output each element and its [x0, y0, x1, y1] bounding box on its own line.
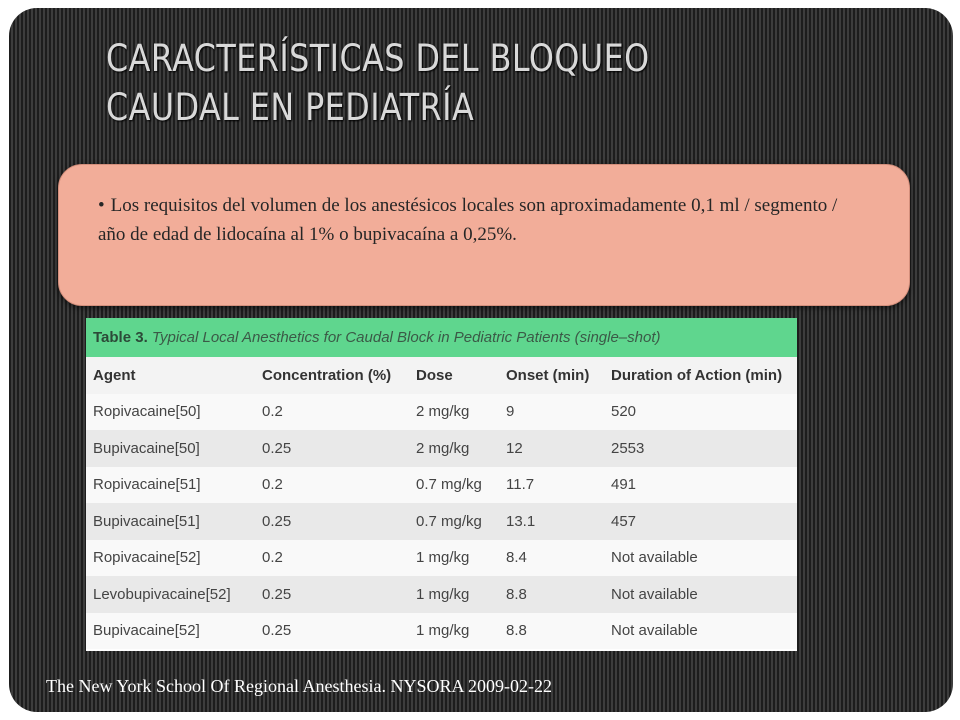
table-row	[86, 503, 797, 540]
cell-dose: 1 mg/kg	[409, 613, 499, 650]
table-header-row	[86, 357, 797, 394]
table-row	[86, 467, 797, 504]
header-agent: Agent	[86, 357, 255, 394]
cell-onset: 8.4	[499, 540, 604, 577]
table-row	[86, 576, 797, 613]
cell-duration: Not available	[604, 540, 797, 577]
cell-duration: 520	[604, 394, 797, 431]
cell-dose: 2 mg/kg	[409, 394, 499, 431]
cell-agent: Bupivacaine[52]	[86, 613, 255, 650]
table-row	[86, 394, 797, 431]
table-caption	[86, 318, 797, 357]
text-box	[58, 164, 910, 306]
body-text: Los requisitos del volumen de los anestésicos locales son aproximadamente 0,1 ml / segmento / año de edad de lidocaína al 1% o bupivacaína a 0,25%.	[98, 195, 838, 245]
header-concentration: Concentration (%)	[255, 357, 409, 394]
table-row	[86, 540, 797, 577]
cell-dose: 0.7 mg/kg	[409, 503, 499, 540]
cell-concentration: 0.25	[255, 430, 409, 467]
anesthetics-table-image	[86, 318, 797, 651]
header-dose: Dose	[409, 357, 499, 394]
cell-dose: 1 mg/kg	[409, 576, 499, 613]
bullet-icon: •	[98, 195, 105, 216]
table-row	[86, 430, 797, 467]
cell-duration: 491	[604, 467, 797, 504]
footer-citation: The New York School Of Regional Anesthesia. NYSORA 2009-02-22	[46, 676, 552, 696]
cell-duration: 2553	[604, 430, 797, 467]
cell-concentration: 0.2	[255, 540, 409, 577]
cell-onset: 11.7	[499, 467, 604, 504]
cell-agent: Ropivacaine[50]	[86, 394, 255, 431]
title-line-1: CARACTERÍSTICAS DEL BLOQUEO	[106, 37, 650, 80]
cell-concentration: 0.25	[255, 576, 409, 613]
cell-duration: 457	[604, 503, 797, 540]
cell-concentration: 0.25	[255, 503, 409, 540]
cell-agent: Bupivacaine[51]	[86, 503, 255, 540]
cell-duration: Not available	[604, 576, 797, 613]
slide	[9, 8, 953, 712]
cell-dose: 2 mg/kg	[409, 430, 499, 467]
table-caption-label: Table 3.	[93, 329, 148, 346]
header-onset: Onset (min)	[499, 357, 604, 394]
cell-onset: 8.8	[499, 576, 604, 613]
cell-onset: 8.8	[499, 613, 604, 650]
table-caption-text: Typical Local Anesthetics for Caudal Block in Pediatric Patients (single–shot)	[151, 329, 661, 346]
cell-concentration: 0.2	[255, 467, 409, 504]
cell-dose: 0.7 mg/kg	[409, 467, 499, 504]
slide-title	[106, 34, 794, 132]
cell-onset: 9	[499, 394, 604, 431]
cell-agent: Levobupivacaine[52]	[86, 576, 255, 613]
cell-agent: Bupivacaine[50]	[86, 430, 255, 467]
cell-duration: Not available	[604, 613, 797, 650]
cell-concentration: 0.25	[255, 613, 409, 650]
header-duration: Duration of Action (min)	[604, 357, 797, 394]
cell-concentration: 0.2	[255, 394, 409, 431]
cell-agent: Ropivacaine[52]	[86, 540, 255, 577]
table-row	[86, 613, 797, 650]
cell-onset: 13.1	[499, 503, 604, 540]
cell-agent: Ropivacaine[51]	[86, 467, 255, 504]
title-line-2: CAUDAL EN PEDIATRÍA	[106, 86, 475, 129]
cell-dose: 1 mg/kg	[409, 540, 499, 577]
anesthetics-table	[86, 357, 797, 649]
cell-onset: 12	[499, 430, 604, 467]
